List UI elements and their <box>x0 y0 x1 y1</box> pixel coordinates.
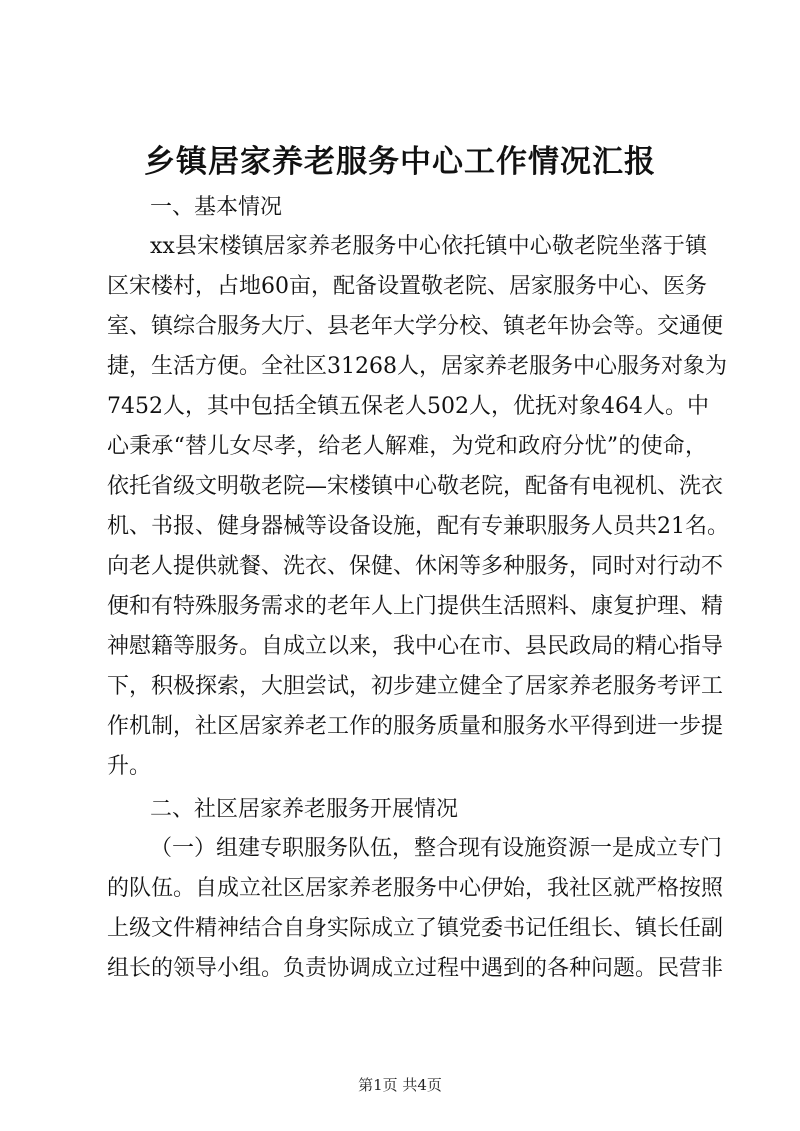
paragraph-line: 室、镇综合服务大厅、县老年大学分校、镇老年协会等。交通便 <box>107 314 724 339</box>
paragraph-line: 机、书报、健身器械等设备设施，配有专兼职服务人员共21名。 <box>107 514 729 539</box>
document-title: 乡镇居家养老服务中心工作情况汇报 <box>144 144 656 180</box>
paragraph-line: 组长的领导小组。负责协调成立过程中遇到的各种问题。民营非 <box>107 956 724 981</box>
page-number-footer: 第1页 共4页 <box>358 1076 442 1094</box>
paragraph-line: 下，积极探索，大胆尝试，初步建立健全了居家养老服务考评工 <box>107 674 724 699</box>
section-heading-basic-info: 一、基本情况 <box>150 195 283 220</box>
paragraph-line: 7452人，其中包括全镇五保老人502人，优抚对象464人。中 <box>107 394 709 419</box>
paragraph-line: 上级文件精神结合自身实际成立了镇党委书记任组长、镇长任副 <box>107 916 724 941</box>
paragraph-line: 的队伍。自成立社区居家养老服务中心伊始，我社区就严格按照 <box>107 876 724 901</box>
paragraph-line: 依托省级文明敬老院—宋楼镇中心敬老院，配备有电视机、洗衣 <box>107 474 724 499</box>
paragraph-line: 升。 <box>107 754 152 779</box>
paragraph-line: 捷，生活方便。全社区31268人，居家养老服务中心服务对象为 <box>107 354 727 379</box>
paragraph-line: 神慰籍等服务。自成立以来，我中心在市、县民政局的精心指导 <box>107 634 724 659</box>
paragraph-line: xx县宋楼镇居家养老服务中心依托镇中心敬老院坐落于镇 <box>150 234 707 259</box>
paragraph-line: 便和有特殊服务需求的老年人上门提供生活照料、康复护理、精 <box>107 594 724 619</box>
section-heading-services: 二、社区居家养老服务开展情况 <box>150 797 459 822</box>
paragraph-line: （一）组建专职服务队伍，整合现有设施资源一是成立专门 <box>150 836 723 861</box>
paragraph-line: 作机制，社区居家养老工作的服务质量和服务水平得到进一步提 <box>107 714 724 739</box>
paragraph-line: 区宋楼村，占地60亩，配备设置敬老院、居家服务中心、医务 <box>107 274 707 299</box>
paragraph-line: 心秉承“替儿女尽孝，给老人解难，为党和政府分忧”的使命， <box>107 434 707 459</box>
paragraph-line: 向老人提供就餐、洗衣、保健、休闲等多种服务，同时对行动不 <box>107 554 724 579</box>
